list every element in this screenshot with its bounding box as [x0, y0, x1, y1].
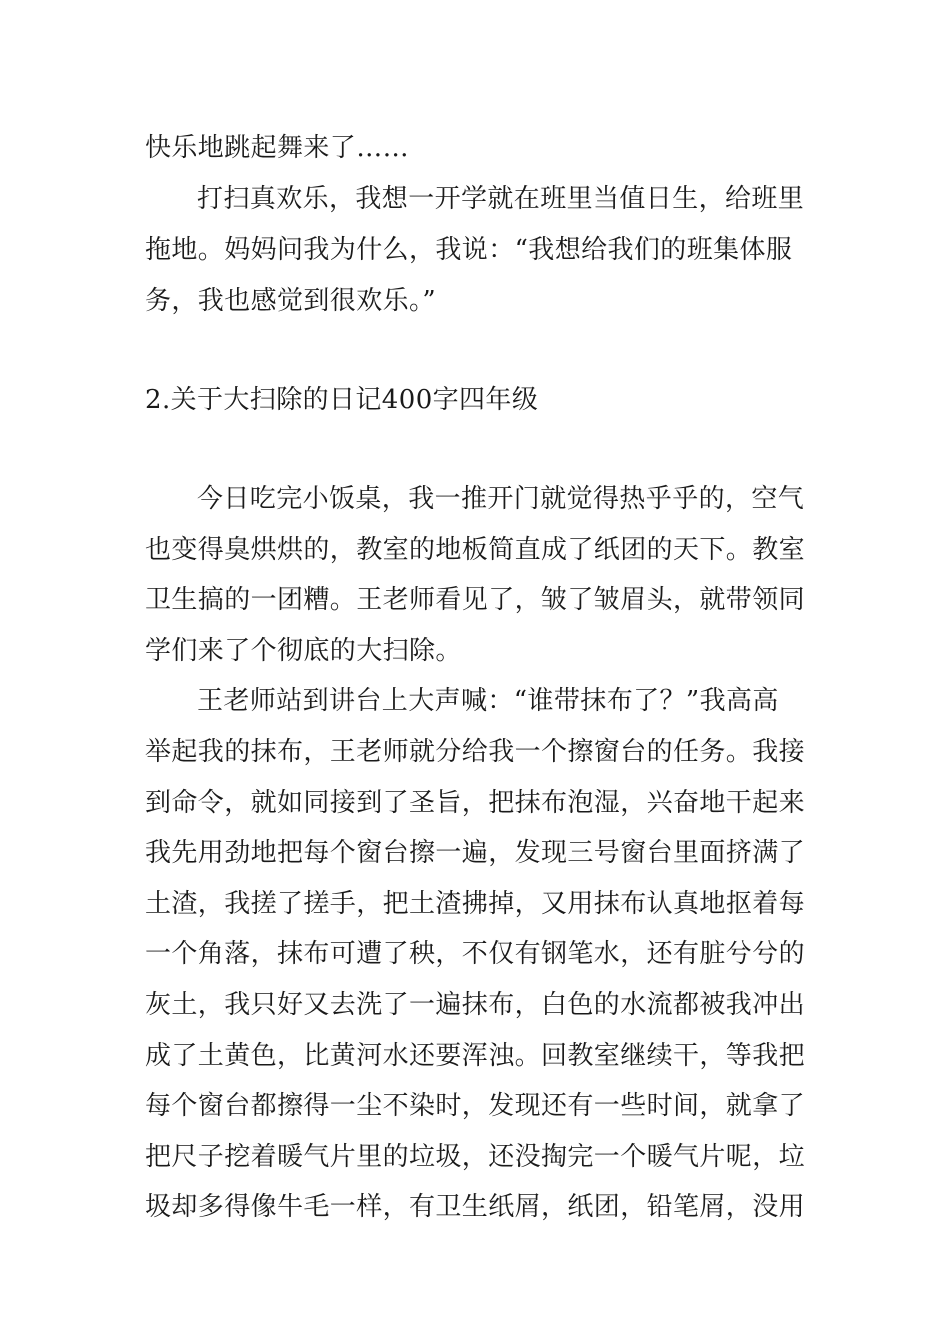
paragraph-first-line: 今日吃完小饭桌，我一推开门就觉得热乎乎的，空气	[197, 484, 805, 514]
text-line: 灰土，我只好又去洗了一遍抹布，白色的水流都被我冲出	[145, 990, 806, 1020]
text-line: 圾却多得像牛毛一样，有卫生纸屑，纸团，铅笔屑，没用	[145, 1192, 806, 1222]
text-line: 我先用劲地把每个窗台擦一遍，发现三号窗台里面挤满了	[145, 838, 806, 868]
text-line: 一个角落，抹布可遭了秧，不仅有钢笔水，还有脏兮兮的	[145, 939, 806, 969]
text-line: 每个窗台都擦得一尘不染时，发现还有一些时间，就拿了	[145, 1091, 806, 1121]
text-line: 拖地。妈妈问我为什么，我说：“我想给我们的班集体服	[145, 235, 793, 265]
text-line: 学们来了个彻底的大扫除。	[145, 636, 462, 666]
text-line: 卫生搞的一团糟。王老师看见了，皱了皱眉头，就带领同	[145, 585, 806, 615]
text-line: 到命令，就如同接到了圣旨，把抹布泡湿，兴奋地干起来	[145, 788, 806, 818]
text-line: 把尺子挖着暖气片里的垃圾，还没掏完一个暖气片呢，垃	[145, 1142, 806, 1172]
paragraph-first-line: 打扫真欢乐，我想一开学就在班里当值日生，给班里	[197, 184, 805, 214]
text-line: 快乐地跳起舞来了……	[145, 133, 410, 163]
paragraph-first-line: 王老师站到讲台上大声喊：“谁带抹布了？”我高高	[197, 686, 779, 716]
text-line: 成了土黄色，比黄河水还要浑浊。回教室继续干，等我把	[145, 1041, 806, 1071]
section-heading: 2.关于大扫除的日记400字四年级	[145, 385, 539, 415]
text-line: 举起我的抹布，王老师就分给我一个擦窗台的任务。我接	[145, 737, 806, 767]
text-line: 务，我也感觉到很欢乐。”	[145, 286, 437, 316]
text-line: 也变得臭烘烘的，教室的地板简直成了纸团的天下。教室	[145, 535, 806, 565]
text-line: 土渣，我搓了搓手，把土渣拂掉，又用抹布认真地抠着每	[145, 889, 806, 919]
